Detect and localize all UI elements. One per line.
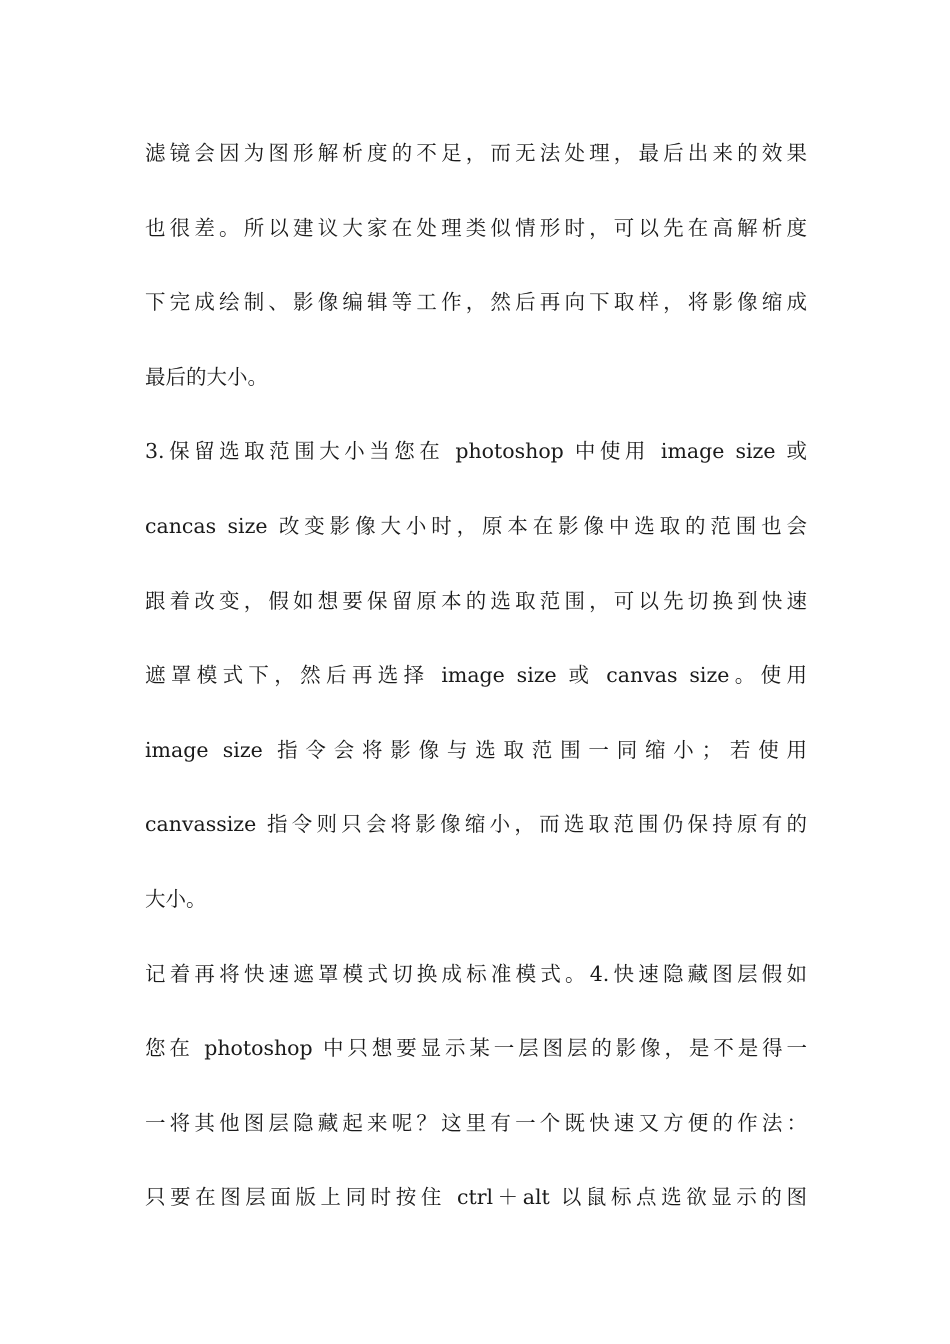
text-line-15: 只要在图层面版上同时按住 ctrl＋alt 以鼠标点选欲显示的图 <box>145 1185 807 1210</box>
text-line-3: 下完成绘制、影像编辑等工作，然后再向下取样，将影像缩成 <box>145 290 807 315</box>
text-line-6: cancas size 改变影像大小时，原本在影像中选取的范围也会 <box>145 513 807 538</box>
text-line-12: 记着再将快速遮罩模式切换成标准模式。4.快速隐藏图层假如 <box>145 961 807 986</box>
text-line-9: image size 指令会将影像与选取范围一同缩小；若使用 <box>145 737 807 762</box>
text-line-14: 一将其他图层隐藏起来呢？这里有一个既快速又方便的作法： <box>145 1110 807 1135</box>
text-line-10: canvassize 指令则只会将影像缩小，而选取范围仍保持原有的 <box>145 812 807 837</box>
text-line-7: 跟着改变，假如想要保留原本的选取范围，可以先切换到快速 <box>145 588 807 613</box>
body-text <box>145 133 807 1252</box>
text-line-1: 滤镜会因为图形解析度的不足，而无法处理，最后出来的效果 <box>145 141 807 165</box>
text-line-5: 3.保留选取范围大小当您在 photoshop 中使用 image size 或 <box>145 439 807 464</box>
text-line-11: 大小。 <box>145 886 207 911</box>
text-line-13: 您在 photoshop 中只想要显示某一层图层的影像，是不是得一 <box>145 1036 807 1061</box>
text-line-2: 也很差。所以建议大家在处理类似情形时，可以先在高解析度 <box>145 215 807 240</box>
text-line-4: 最后的大小。 <box>145 364 268 389</box>
text-line-8: 遮罩模式下，然后再选择 image size 或 canvas size。使用 <box>145 663 807 688</box>
